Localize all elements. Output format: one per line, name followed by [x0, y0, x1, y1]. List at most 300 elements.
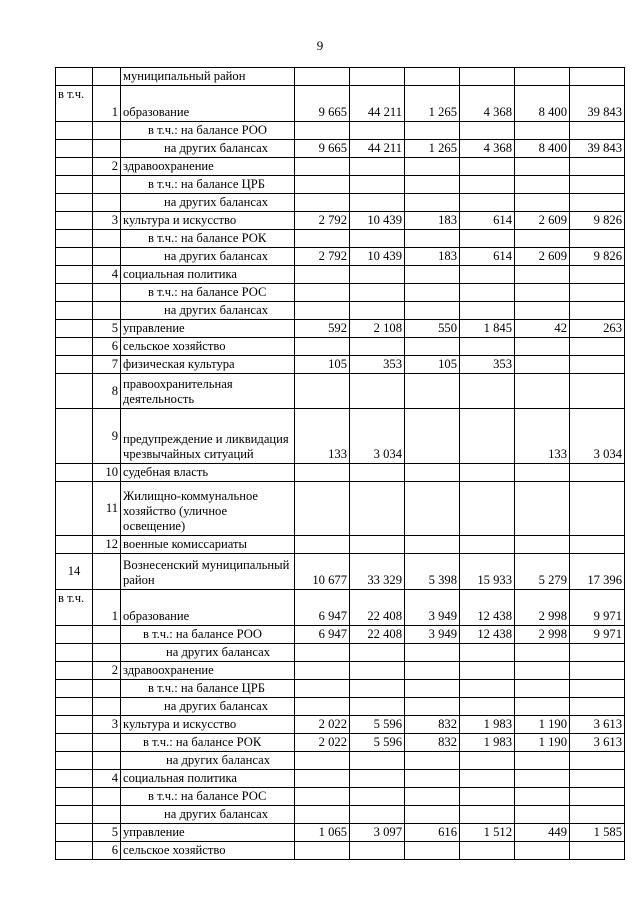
row-index-cell [93, 194, 121, 212]
value-cell [570, 536, 625, 554]
row-index-cell [93, 752, 121, 770]
value-cell: 614 [460, 248, 515, 266]
row-code-cell [56, 194, 93, 212]
table-row [56, 536, 625, 554]
value-cell [350, 302, 405, 320]
value-cell [515, 374, 570, 409]
table-row [56, 788, 625, 806]
value-cell: 550 [405, 320, 460, 338]
row-index-cell: 6 [93, 338, 121, 356]
value-cell: 5 398 [405, 554, 460, 590]
value-cell: 105 [405, 356, 460, 374]
value-cell [515, 770, 570, 788]
value-cell: 133 [515, 409, 570, 464]
value-cell [295, 644, 350, 662]
value-cell: 614 [460, 212, 515, 230]
row-name-cell: образование [121, 590, 295, 626]
value-cell [460, 68, 515, 86]
value-cell [350, 644, 405, 662]
value-cell [570, 338, 625, 356]
row-name-cell: социальная политика [121, 770, 295, 788]
budget-table [55, 67, 625, 860]
value-cell [350, 68, 405, 86]
row-index-cell: 4 [93, 770, 121, 788]
row-code-cell [56, 230, 93, 248]
table-row [56, 374, 625, 409]
row-index-cell: 12 [93, 536, 121, 554]
value-cell: 10 677 [295, 554, 350, 590]
value-cell [460, 158, 515, 176]
value-cell: 1 265 [405, 86, 460, 122]
value-cell: 2 609 [515, 212, 570, 230]
value-cell [570, 122, 625, 140]
value-cell: 1 512 [460, 824, 515, 842]
value-cell [515, 464, 570, 482]
value-cell [295, 176, 350, 194]
value-cell: 3 034 [350, 409, 405, 464]
row-index-cell: 5 [93, 320, 121, 338]
value-cell [460, 464, 515, 482]
value-cell: 44 211 [350, 140, 405, 158]
value-cell [515, 122, 570, 140]
value-cell: 6 947 [295, 626, 350, 644]
value-cell [295, 770, 350, 788]
table-row [56, 176, 625, 194]
row-code-cell [56, 824, 93, 842]
row-code-cell [56, 770, 93, 788]
row-code-cell: в т.ч. [56, 86, 93, 122]
value-cell [405, 698, 460, 716]
value-cell [295, 788, 350, 806]
row-index-cell [93, 140, 121, 158]
value-cell: 3 097 [350, 824, 405, 842]
row-name-cell: культура и искусство [121, 212, 295, 230]
row-code-cell [56, 734, 93, 752]
value-cell [460, 374, 515, 409]
value-cell [460, 338, 515, 356]
value-cell: 5 596 [350, 716, 405, 734]
value-cell [515, 194, 570, 212]
value-cell [350, 230, 405, 248]
value-cell [350, 662, 405, 680]
value-cell: 2 792 [295, 248, 350, 266]
table-row [56, 266, 625, 284]
row-name-cell: сельское хозяйство [121, 842, 295, 860]
row-index-cell [93, 68, 121, 86]
table-row [56, 302, 625, 320]
value-cell [295, 464, 350, 482]
value-cell [570, 284, 625, 302]
row-name-cell: социальная политика [121, 266, 295, 284]
value-cell [350, 194, 405, 212]
row-name-cell: культура и искусство [121, 716, 295, 734]
table-row [56, 409, 625, 464]
table-row [56, 662, 625, 680]
value-cell [515, 266, 570, 284]
value-cell: 10 439 [350, 248, 405, 266]
value-cell: 3 613 [570, 716, 625, 734]
table-row [56, 356, 625, 374]
table-row [56, 158, 625, 176]
row-name-cell: на других балансах [121, 194, 295, 212]
value-cell [460, 698, 515, 716]
value-cell [350, 536, 405, 554]
row-code-cell [56, 68, 93, 86]
value-cell [405, 662, 460, 680]
value-cell [460, 806, 515, 824]
row-name-cell: здравоохранение [121, 158, 295, 176]
value-cell [405, 122, 460, 140]
value-cell [570, 464, 625, 482]
row-index-cell [93, 176, 121, 194]
value-cell: 449 [515, 824, 570, 842]
value-cell: 263 [570, 320, 625, 338]
row-index-cell [93, 248, 121, 266]
row-index-cell [93, 734, 121, 752]
value-cell [515, 176, 570, 194]
value-cell [405, 806, 460, 824]
value-cell [350, 788, 405, 806]
row-name-cell: предупреждение и ликвидация чрезвычайных ситуаций [121, 409, 295, 464]
row-code-cell [56, 464, 93, 482]
row-name-cell: в т.ч.: на балансе ЦРБ [121, 176, 295, 194]
row-index-cell: 4 [93, 266, 121, 284]
value-cell [295, 536, 350, 554]
row-code-cell [56, 140, 93, 158]
value-cell: 9 826 [570, 248, 625, 266]
row-code-cell [56, 248, 93, 266]
row-index-cell: 2 [93, 662, 121, 680]
value-cell [405, 176, 460, 194]
value-cell [405, 158, 460, 176]
value-cell: 6 947 [295, 590, 350, 626]
row-code-cell: в т.ч. [56, 590, 93, 626]
row-name-cell: физическая культура [121, 356, 295, 374]
value-cell [295, 842, 350, 860]
table-row [56, 248, 625, 266]
table-row [56, 482, 625, 536]
value-cell [405, 338, 460, 356]
value-cell [515, 788, 570, 806]
row-index-cell [93, 806, 121, 824]
value-cell [295, 680, 350, 698]
row-code-cell [56, 644, 93, 662]
value-cell: 616 [405, 824, 460, 842]
row-code-cell [56, 158, 93, 176]
row-index-cell: 1 [93, 86, 121, 122]
value-cell [295, 374, 350, 409]
value-cell [460, 194, 515, 212]
row-index-cell: 5 [93, 824, 121, 842]
value-cell [570, 482, 625, 536]
row-code-cell [56, 338, 93, 356]
value-cell [405, 788, 460, 806]
value-cell [295, 68, 350, 86]
value-cell: 3 949 [405, 626, 460, 644]
table-row [56, 626, 625, 644]
row-code-cell [56, 482, 93, 536]
value-cell [405, 284, 460, 302]
row-index-cell [93, 626, 121, 644]
value-cell [405, 536, 460, 554]
value-cell: 592 [295, 320, 350, 338]
value-cell [515, 338, 570, 356]
value-cell [570, 842, 625, 860]
value-cell [295, 662, 350, 680]
row-index-cell [93, 680, 121, 698]
value-cell [405, 230, 460, 248]
row-name-cell: муниципальный район [121, 68, 295, 86]
value-cell [460, 842, 515, 860]
row-index-cell: 1 [93, 590, 121, 626]
row-name-cell: здравоохранение [121, 662, 295, 680]
value-cell: 2 022 [295, 716, 350, 734]
value-cell: 5 279 [515, 554, 570, 590]
row-index-cell [93, 788, 121, 806]
value-cell: 105 [295, 356, 350, 374]
value-cell [570, 230, 625, 248]
value-cell: 22 408 [350, 590, 405, 626]
value-cell: 3 034 [570, 409, 625, 464]
value-cell [570, 374, 625, 409]
row-name-cell: в т.ч.: на балансе РОС [121, 788, 295, 806]
row-name-cell: в т.ч.: на балансе РОС [121, 284, 295, 302]
value-cell: 5 596 [350, 734, 405, 752]
row-index-cell: 11 [93, 482, 121, 536]
value-cell [460, 770, 515, 788]
value-cell [460, 122, 515, 140]
row-code-cell [56, 662, 93, 680]
value-cell [405, 409, 460, 464]
row-index-cell [93, 644, 121, 662]
value-cell: 39 843 [570, 140, 625, 158]
value-cell: 2 792 [295, 212, 350, 230]
row-code-cell [56, 284, 93, 302]
value-cell [515, 356, 570, 374]
row-index-cell [93, 230, 121, 248]
value-cell: 10 439 [350, 212, 405, 230]
value-cell: 832 [405, 716, 460, 734]
table-row [56, 68, 625, 86]
value-cell: 22 408 [350, 626, 405, 644]
table-row [56, 842, 625, 860]
value-cell [295, 266, 350, 284]
value-cell [460, 788, 515, 806]
value-cell [460, 662, 515, 680]
row-code-cell [56, 680, 93, 698]
value-cell [460, 176, 515, 194]
value-cell [515, 698, 570, 716]
table-row [56, 338, 625, 356]
row-index-cell: 3 [93, 212, 121, 230]
table-body [56, 68, 625, 860]
value-cell: 1 190 [515, 734, 570, 752]
value-cell: 3 949 [405, 590, 460, 626]
table-row [56, 590, 625, 626]
value-cell [295, 698, 350, 716]
table-row [56, 230, 625, 248]
row-name-cell: управление [121, 824, 295, 842]
value-cell: 4 368 [460, 140, 515, 158]
table-row [56, 140, 625, 158]
value-cell: 42 [515, 320, 570, 338]
value-cell: 8 400 [515, 86, 570, 122]
value-cell: 39 843 [570, 86, 625, 122]
row-name-cell: в т.ч.: на балансе РОК [121, 230, 295, 248]
value-cell [570, 680, 625, 698]
value-cell [350, 122, 405, 140]
value-cell [405, 68, 460, 86]
row-code-cell [56, 302, 93, 320]
table-row [56, 464, 625, 482]
row-name-cell: сельское хозяйство [121, 338, 295, 356]
value-cell: 9 665 [295, 86, 350, 122]
table-row [56, 698, 625, 716]
value-cell: 44 211 [350, 86, 405, 122]
value-cell [405, 680, 460, 698]
value-cell [405, 482, 460, 536]
value-cell [405, 644, 460, 662]
value-cell: 9 971 [570, 590, 625, 626]
row-code-cell [56, 536, 93, 554]
row-name-cell: в т.ч.: на балансе РОК [121, 734, 295, 752]
row-index-cell: 2 [93, 158, 121, 176]
row-code-cell [56, 752, 93, 770]
value-cell [350, 464, 405, 482]
value-cell: 8 400 [515, 140, 570, 158]
value-cell: 9 665 [295, 140, 350, 158]
row-code-cell [56, 409, 93, 464]
value-cell [295, 158, 350, 176]
value-cell [350, 158, 405, 176]
page-number: 9 [316, 38, 324, 53]
row-name-cell: в т.ч.: на балансе ЦРБ [121, 680, 295, 698]
value-cell: 2 998 [515, 590, 570, 626]
value-cell [460, 302, 515, 320]
row-index-cell: 7 [93, 356, 121, 374]
value-cell: 183 [405, 248, 460, 266]
value-cell [295, 284, 350, 302]
row-name-cell: на других балансах [121, 140, 295, 158]
value-cell: 2 998 [515, 626, 570, 644]
table-row [56, 734, 625, 752]
table-row [56, 680, 625, 698]
value-cell [295, 752, 350, 770]
row-index-cell [93, 122, 121, 140]
row-name-cell: правоохранительная деятельность [121, 374, 295, 409]
row-code-cell [56, 356, 93, 374]
value-cell [515, 806, 570, 824]
value-cell [570, 788, 625, 806]
value-cell [515, 842, 570, 860]
value-cell [350, 698, 405, 716]
row-name-cell: на других балансах [121, 698, 295, 716]
value-cell [350, 842, 405, 860]
table-row [56, 212, 625, 230]
value-cell [570, 68, 625, 86]
value-cell [515, 284, 570, 302]
row-index-cell [93, 698, 121, 716]
value-cell [350, 806, 405, 824]
value-cell [350, 284, 405, 302]
value-cell [405, 302, 460, 320]
row-index-cell: 8 [93, 374, 121, 409]
row-code-cell [56, 806, 93, 824]
value-cell [295, 230, 350, 248]
value-cell: 1 265 [405, 140, 460, 158]
value-cell [350, 482, 405, 536]
value-cell: 4 368 [460, 86, 515, 122]
row-code-cell [56, 122, 93, 140]
value-cell: 832 [405, 734, 460, 752]
value-cell [515, 536, 570, 554]
value-cell [350, 338, 405, 356]
value-cell [295, 482, 350, 536]
value-cell [350, 770, 405, 788]
value-cell [405, 464, 460, 482]
row-index-cell [93, 284, 121, 302]
row-index-cell: 10 [93, 464, 121, 482]
row-code-cell [56, 716, 93, 734]
value-cell [570, 644, 625, 662]
value-cell [405, 770, 460, 788]
value-cell [295, 194, 350, 212]
row-name-cell: на других балансах [121, 248, 295, 266]
row-index-cell [93, 554, 121, 590]
row-index-cell: 3 [93, 716, 121, 734]
value-cell [515, 680, 570, 698]
value-cell [570, 158, 625, 176]
value-cell: 2 108 [350, 320, 405, 338]
row-name-cell: военные комиссариаты [121, 536, 295, 554]
value-cell [295, 806, 350, 824]
table-row [56, 824, 625, 842]
row-code-cell [56, 212, 93, 230]
row-name-cell: на других балансах [121, 752, 295, 770]
value-cell [570, 176, 625, 194]
value-cell [350, 176, 405, 194]
value-cell [460, 752, 515, 770]
value-cell [515, 68, 570, 86]
table-row [56, 320, 625, 338]
row-code-cell [56, 176, 93, 194]
row-name-cell: образование [121, 86, 295, 122]
value-cell [515, 302, 570, 320]
value-cell: 2 022 [295, 734, 350, 752]
value-cell: 183 [405, 212, 460, 230]
table-row [56, 554, 625, 590]
value-cell [570, 806, 625, 824]
row-name-cell: Жилищно-коммунальное хозяйство (уличное освещение) [121, 482, 295, 536]
value-cell [405, 266, 460, 284]
row-name-cell: судебная власть [121, 464, 295, 482]
value-cell: 15 933 [460, 554, 515, 590]
value-cell: 33 329 [350, 554, 405, 590]
value-cell: 2 609 [515, 248, 570, 266]
value-cell [570, 662, 625, 680]
value-cell [570, 266, 625, 284]
row-code-cell [56, 320, 93, 338]
row-index-cell: 6 [93, 842, 121, 860]
value-cell [460, 482, 515, 536]
value-cell [515, 752, 570, 770]
value-cell [460, 680, 515, 698]
row-name-cell: в т.ч.: на балансе РОО [121, 122, 295, 140]
value-cell: 9 826 [570, 212, 625, 230]
row-name-cell: управление [121, 320, 295, 338]
value-cell [405, 752, 460, 770]
value-cell [570, 698, 625, 716]
